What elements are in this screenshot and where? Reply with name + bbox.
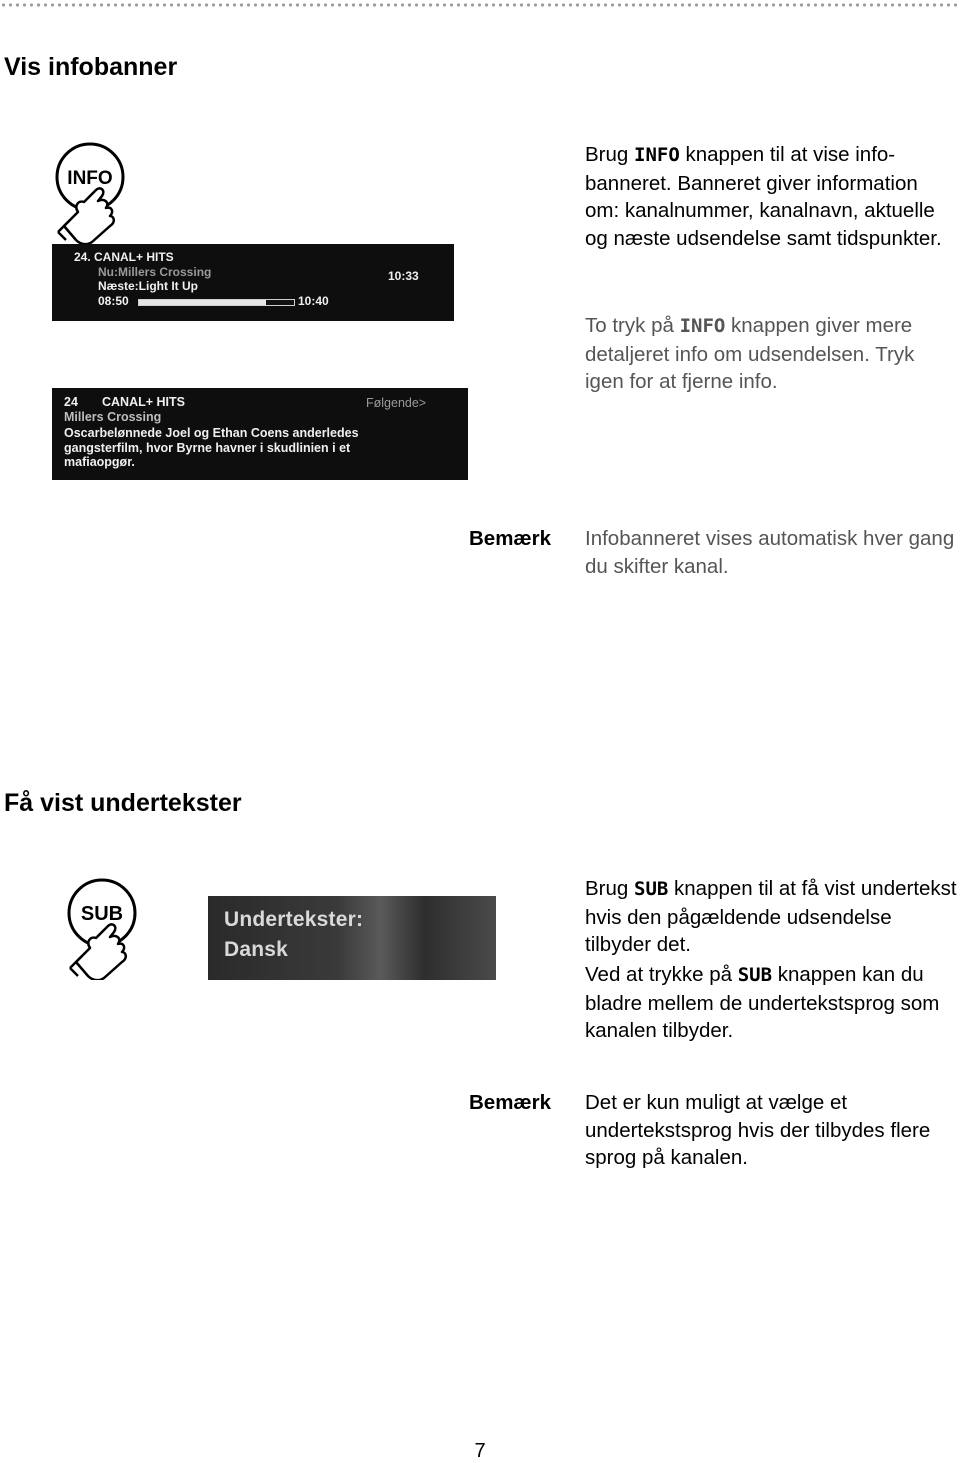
info-paragraph-1: Brug INFO knappen til at vise info-banneret. Banneret giver information om: kanalnummer, kanalnavn, aktuelle og næste udsendelse samt tidspunkter. — [585, 143, 942, 250]
info-banner-screenshot-detailed — [52, 388, 468, 480]
banner-clock: 10:33 — [388, 269, 419, 283]
banner-end-time: 10:40 — [298, 294, 329, 308]
banner-progress-track — [138, 299, 295, 306]
banner-channel: 24. CANAL+ HITS — [74, 250, 174, 264]
detail-desc-line2: gangsterfilm, hvor Byrne havner i skudlinien i et — [64, 441, 351, 455]
sub-key-label-2: SUB — [737, 964, 773, 986]
sub-key-label: SUB — [634, 878, 669, 900]
sub-paragraph-1: Brug SUB knappen til at få vist undertekst hvis den pågældende udsendelse tilbyder det. — [585, 877, 957, 956]
page-number: 7 — [474, 1440, 486, 1462]
subtitle-screen-line1: Undertekster: — [224, 908, 364, 931]
note-text-2: Det er kun muligt at vælge et undertekstsprog hvis der tilbydes flere sprog på kanalen. — [585, 1091, 931, 1169]
banner-now: Nu:Millers Crossing — [98, 265, 212, 279]
note-label-2: Bemærk — [469, 1091, 552, 1114]
subtitle-screen-line2: Dansk — [224, 938, 289, 961]
note-label-1: Bemærk — [469, 527, 552, 550]
detail-following: Følgende> — [366, 396, 427, 410]
sub-button-label: SUB — [80, 903, 124, 925]
section-title-infobanner: Vis infobanner — [4, 53, 178, 81]
info-button-label: INFO — [67, 168, 113, 189]
detail-channel-name: CANAL+ HITS — [102, 395, 185, 409]
sub-paragraph-2: Ved at trykke på SUB knappen kan du bladre mellem de undertekstsprog som kanalen tilbyder. — [585, 963, 940, 1042]
banner-progress-fill — [139, 300, 266, 305]
banner-next: Næste:Light It Up — [98, 279, 198, 293]
info-key-label-2: INFO — [679, 315, 726, 337]
dotted-header-rule — [0, 0, 960, 10]
info-button-press-icon — [52, 140, 130, 244]
info-key-label: INFO — [634, 144, 680, 166]
banner-start-time: 08:50 — [98, 294, 129, 308]
note-text-1: Infobanneret vises automatisk hver gang du skifter kanal. — [585, 527, 955, 578]
detail-program: Millers Crossing — [64, 410, 162, 424]
section-title-subtitles: Få vist undertekster — [4, 789, 242, 817]
detail-desc-line3: mafiaopgør. — [64, 455, 135, 469]
detail-desc-line1: Oscarbelønnede Joel og Ethan Coens anderledes — [64, 426, 359, 440]
detail-channel-number: 24 — [64, 395, 78, 409]
info-paragraph-2: To tryk på INFO knappen giver mere detaljeret info om udsendelsen. Tryk igen for at fjerne info. — [585, 314, 915, 393]
subtitle-screenshot — [208, 896, 496, 980]
sub-button-press-icon — [64, 876, 142, 980]
info-banner-screenshot-short — [52, 244, 454, 321]
